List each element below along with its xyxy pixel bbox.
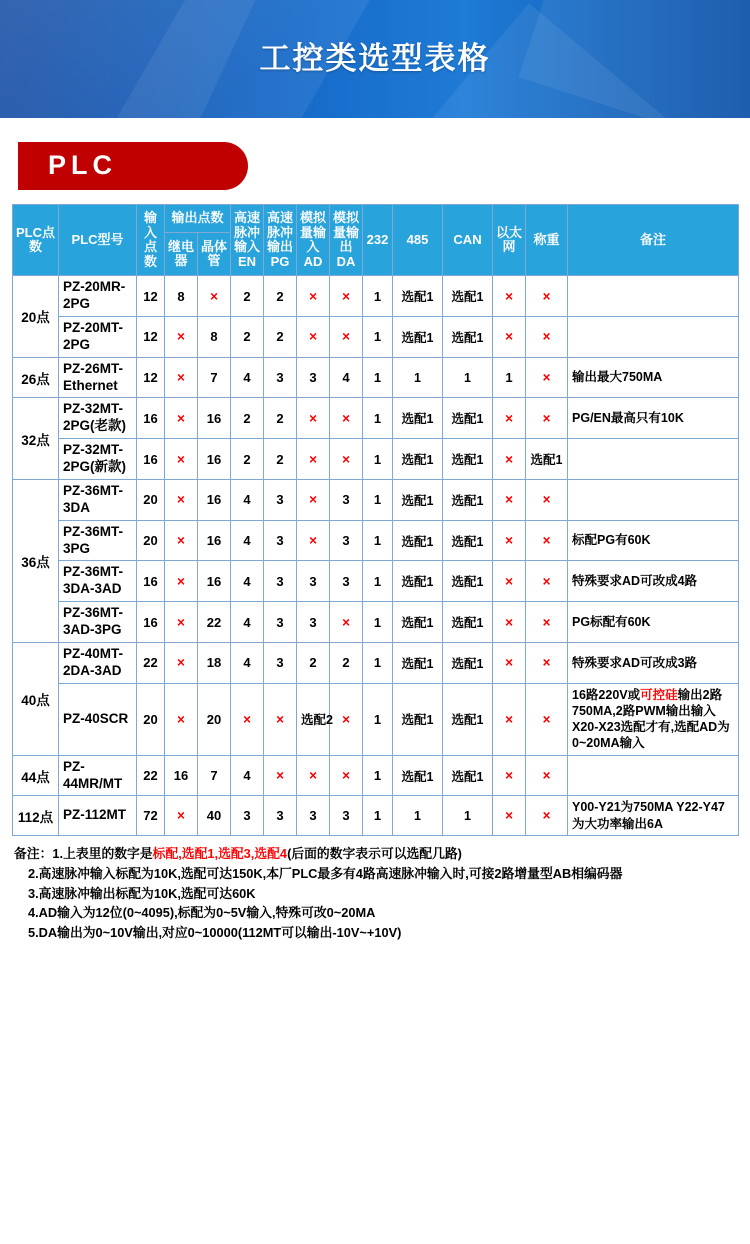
cell-ethernet: 1 [493, 357, 526, 398]
cell-rs232: 1 [363, 642, 393, 683]
th-232: 232 [363, 205, 393, 276]
cell-transistor: × [198, 276, 231, 317]
cell-analog-in: 选配2 [297, 683, 330, 755]
cell-rs232: 1 [363, 276, 393, 317]
cell-rs485: 选配1 [393, 479, 443, 520]
cell-analog-in: 3 [297, 357, 330, 398]
cell-hs-pulse-in: × [231, 683, 264, 755]
cell-input-points: 20 [137, 683, 165, 755]
cell-input-points: 20 [137, 479, 165, 520]
section-tag-plc: PLC [18, 142, 248, 190]
section-header [0, 118, 750, 204]
footnote-line-3: 3.高速脉冲输出标配为10K,选配可达60K [28, 885, 256, 901]
cell-input-points: 16 [137, 398, 165, 439]
cell-remark [568, 276, 739, 317]
cell-transistor: 16 [198, 439, 231, 480]
cell-hs-pulse-in: 4 [231, 520, 264, 561]
cell-weight: 选配1 [526, 439, 568, 480]
table-container [0, 204, 750, 836]
cell-model: PZ-44MR/MT [59, 755, 137, 796]
cell-hs-pulse-out: 2 [264, 439, 297, 480]
cell-relay: × [165, 561, 198, 602]
cell-rs232: 1 [363, 561, 393, 602]
cell-model: PZ-40MT-2DA-3AD [59, 642, 137, 683]
table-row [13, 316, 739, 357]
cell-analog-in: 3 [297, 602, 330, 643]
cell-model: PZ-20MT-2PG [59, 316, 137, 357]
table-row [13, 602, 739, 643]
cell-analog-in: × [297, 479, 330, 520]
th-model: PLC型号 [59, 205, 137, 276]
cell-rs485: 选配1 [393, 683, 443, 755]
th-remark: 备注 [568, 205, 739, 276]
cell-input-points: 12 [137, 357, 165, 398]
row-group-label: 36点 [13, 479, 59, 642]
cell-analog-in: × [297, 755, 330, 796]
page-banner [0, 0, 750, 118]
cell-ethernet: × [493, 561, 526, 602]
cell-can: 选配1 [443, 479, 493, 520]
cell-analog-out: 2 [330, 642, 363, 683]
cell-weight: × [526, 602, 568, 643]
cell-rs232: 1 [363, 357, 393, 398]
cell-analog-in: 2 [297, 642, 330, 683]
table-row [13, 398, 739, 439]
cell-model: PZ-36MT-3PG [59, 520, 137, 561]
th-transistor: 晶体管 [198, 233, 231, 276]
cell-remark: PG/EN最高只有10K [568, 398, 739, 439]
th-485: 485 [393, 205, 443, 276]
table-row [13, 683, 739, 755]
cell-remark [568, 439, 739, 480]
cell-remark [568, 479, 739, 520]
cell-analog-in: × [297, 439, 330, 480]
plc-selection-table [12, 204, 739, 836]
cell-transistor: 20 [198, 683, 231, 755]
cell-rs232: 1 [363, 602, 393, 643]
cell-rs485: 1 [393, 357, 443, 398]
cell-hs-pulse-out: 3 [264, 520, 297, 561]
cell-analog-out: × [330, 276, 363, 317]
cell-rs232: 1 [363, 398, 393, 439]
cell-ethernet: × [493, 439, 526, 480]
cell-analog-in: × [297, 398, 330, 439]
footnotes [0, 836, 750, 959]
cell-rs485: 选配1 [393, 642, 443, 683]
cell-can: 选配1 [443, 276, 493, 317]
cell-ethernet: × [493, 755, 526, 796]
cell-can: 选配1 [443, 642, 493, 683]
cell-hs-pulse-out: 2 [264, 398, 297, 439]
cell-rs232: 1 [363, 479, 393, 520]
th-output-points: 输出点数 [165, 205, 231, 233]
cell-model: PZ-26MT-Ethernet [59, 357, 137, 398]
cell-rs485: 选配1 [393, 755, 443, 796]
table-header-row [13, 205, 739, 233]
footnote-1-highlight: 标配,选配1,选配3,选配4 [152, 845, 288, 861]
th-relay: 继电器 [165, 233, 198, 276]
th-hs-pulse-in: 高速脉冲输入EN [231, 205, 264, 276]
cell-transistor: 7 [198, 755, 231, 796]
cell-relay: 8 [165, 276, 198, 317]
table-row [13, 520, 739, 561]
cell-can: 选配1 [443, 755, 493, 796]
cell-ethernet: × [493, 316, 526, 357]
cell-model: PZ-36MT-3DA-3AD [59, 561, 137, 602]
cell-rs232: 1 [363, 796, 393, 836]
cell-hs-pulse-out: 2 [264, 316, 297, 357]
cell-hs-pulse-out: 3 [264, 642, 297, 683]
cell-model: PZ-32MT-2PG(新款) [59, 439, 137, 480]
cell-rs485: 选配1 [393, 276, 443, 317]
cell-relay: × [165, 796, 198, 836]
cell-analog-out: 3 [330, 796, 363, 836]
row-group-label: 40点 [13, 642, 59, 755]
cell-rs485: 1 [393, 796, 443, 836]
cell-input-points: 12 [137, 276, 165, 317]
cell-analog-in: 3 [297, 796, 330, 836]
cell-input-points: 16 [137, 602, 165, 643]
cell-hs-pulse-out: 3 [264, 796, 297, 836]
cell-weight: × [526, 561, 568, 602]
cell-weight: × [526, 357, 568, 398]
cell-hs-pulse-in: 2 [231, 276, 264, 317]
cell-relay: × [165, 479, 198, 520]
cell-relay: × [165, 683, 198, 755]
cell-model: PZ-112MT [59, 796, 137, 836]
cell-rs485: 选配1 [393, 602, 443, 643]
cell-hs-pulse-in: 4 [231, 642, 264, 683]
cell-rs232: 1 [363, 683, 393, 755]
cell-hs-pulse-in: 2 [231, 439, 264, 480]
cell-analog-out: × [330, 398, 363, 439]
cell-remark: PG标配有60K [568, 602, 739, 643]
cell-input-points: 22 [137, 642, 165, 683]
cell-model: PZ-20MR-2PG [59, 276, 137, 317]
cell-analog-out: × [330, 316, 363, 357]
cell-hs-pulse-out: 3 [264, 479, 297, 520]
cell-input-points: 22 [137, 755, 165, 796]
cell-model: PZ-32MT-2PG(老款) [59, 398, 137, 439]
cell-ethernet: × [493, 520, 526, 561]
cell-hs-pulse-in: 2 [231, 398, 264, 439]
row-group-label: 32点 [13, 398, 59, 480]
cell-can: 选配1 [443, 683, 493, 755]
cell-rs232: 1 [363, 520, 393, 561]
cell-weight: × [526, 642, 568, 683]
cell-can: 选配1 [443, 439, 493, 480]
table-body [13, 276, 739, 836]
cell-relay: × [165, 642, 198, 683]
cell-transistor: 7 [198, 357, 231, 398]
cell-hs-pulse-out: × [264, 755, 297, 796]
footnote-line-5: 5.DA输出为0~10V输出,对应0~10000(112MT可以输出-10V~+10V) [28, 925, 402, 941]
cell-hs-pulse-in: 4 [231, 357, 264, 398]
cell-remark [568, 755, 739, 796]
cell-model: PZ-40SCR [59, 683, 137, 755]
cell-rs485: 选配1 [393, 316, 443, 357]
cell-transistor: 8 [198, 316, 231, 357]
cell-rs232: 1 [363, 316, 393, 357]
cell-ethernet: × [493, 642, 526, 683]
cell-transistor: 18 [198, 642, 231, 683]
cell-hs-pulse-out: × [264, 683, 297, 755]
cell-hs-pulse-in: 3 [231, 796, 264, 836]
cell-relay: × [165, 398, 198, 439]
th-weight: 称重 [526, 205, 568, 276]
cell-can: 1 [443, 796, 493, 836]
cell-weight: × [526, 796, 568, 836]
table-row [13, 276, 739, 317]
table-head [13, 205, 739, 276]
cell-model: PZ-36MT-3DA [59, 479, 137, 520]
th-analog-out: 模拟量输出DA [330, 205, 363, 276]
cell-can: 选配1 [443, 602, 493, 643]
cell-analog-out: × [330, 683, 363, 755]
table-row [13, 439, 739, 480]
cell-ethernet: × [493, 683, 526, 755]
cell-ethernet: × [493, 602, 526, 643]
cell-relay: × [165, 602, 198, 643]
cell-hs-pulse-in: 4 [231, 755, 264, 796]
cell-weight: × [526, 479, 568, 520]
table-row [13, 561, 739, 602]
th-group: PLC点数 [13, 205, 59, 276]
cell-relay: × [165, 439, 198, 480]
cell-input-points: 16 [137, 561, 165, 602]
cell-model: PZ-36MT-3AD-3PG [59, 602, 137, 643]
cell-rs232: 1 [363, 439, 393, 480]
cell-analog-in: × [297, 276, 330, 317]
cell-remark [568, 316, 739, 357]
th-ethernet: 以太网 [493, 205, 526, 276]
cell-hs-pulse-out: 3 [264, 561, 297, 602]
footnote-line-4: 4.AD输入为12位(0~4095),标配为0~5V输入,特殊可改0~20MA [28, 905, 376, 921]
table-row [13, 796, 739, 836]
cell-can: 选配1 [443, 561, 493, 602]
cell-transistor: 16 [198, 479, 231, 520]
cell-rs485: 选配1 [393, 561, 443, 602]
footnote-line-2: 2.高速脉冲输入标配为10K,选配可达150K,本厂PLC最多有4路高速脉冲输入时,可接2路增量型AB相编码器 [28, 865, 623, 881]
footnote-line-1 [14, 844, 736, 864]
cell-transistor: 16 [198, 398, 231, 439]
cell-ethernet: × [493, 479, 526, 520]
cell-hs-pulse-out: 2 [264, 276, 297, 317]
cell-rs485: 选配1 [393, 398, 443, 439]
cell-analog-out: 3 [330, 520, 363, 561]
row-group-label: 112点 [13, 796, 59, 836]
table-row [13, 642, 739, 683]
cell-ethernet: × [493, 796, 526, 836]
cell-can: 选配1 [443, 316, 493, 357]
cell-ethernet: × [493, 276, 526, 317]
cell-relay: 16 [165, 755, 198, 796]
cell-hs-pulse-in: 4 [231, 561, 264, 602]
cell-input-points: 72 [137, 796, 165, 836]
cell-remark: 标配PG有60K [568, 520, 739, 561]
page-title: 工控类选型表格 [259, 41, 491, 76]
cell-can: 选配1 [443, 398, 493, 439]
cell-hs-pulse-out: 3 [264, 357, 297, 398]
cell-transistor: 40 [198, 796, 231, 836]
cell-analog-out: × [330, 439, 363, 480]
table-row [13, 357, 739, 398]
cell-hs-pulse-in: 4 [231, 602, 264, 643]
cell-remark: 16路220V或可控硅输出2路750MA,2路PWM输出输入X20-X23选配才有,选配AD为0~20MA输入 [568, 683, 739, 755]
cell-hs-pulse-in: 4 [231, 479, 264, 520]
cell-analog-in: × [297, 316, 330, 357]
table-row [13, 755, 739, 796]
cell-relay: × [165, 316, 198, 357]
cell-weight: × [526, 398, 568, 439]
cell-remark: 特殊要求AD可改成3路 [568, 642, 739, 683]
row-group-label: 44点 [13, 755, 59, 796]
cell-remark: 特殊要求AD可改成4路 [568, 561, 739, 602]
table-row [13, 479, 739, 520]
cell-analog-in: × [297, 520, 330, 561]
cell-analog-out: 4 [330, 357, 363, 398]
cell-remark: Y00-Y21为750MA Y22-Y47为大功率输出6A [568, 796, 739, 836]
cell-weight: × [526, 316, 568, 357]
cell-transistor: 16 [198, 520, 231, 561]
row-group-label: 26点 [13, 357, 59, 398]
remark-highlight: 可控硅 [640, 687, 678, 702]
th-input-points: 输入点数 [137, 205, 165, 276]
cell-transistor: 22 [198, 602, 231, 643]
th-analog-in: 模拟量输入AD [297, 205, 330, 276]
footnote-1-prefix: 备注：1.上表里的数字是 [14, 845, 153, 861]
cell-weight: × [526, 520, 568, 561]
cell-weight: × [526, 755, 568, 796]
cell-analog-out: 3 [330, 561, 363, 602]
cell-ethernet: × [493, 398, 526, 439]
cell-analog-out: × [330, 602, 363, 643]
th-hs-pulse-out: 高速脉冲输出PG [264, 205, 297, 276]
cell-input-points: 20 [137, 520, 165, 561]
cell-can: 1 [443, 357, 493, 398]
cell-transistor: 16 [198, 561, 231, 602]
row-group-label: 20点 [13, 276, 59, 358]
cell-remark: 输出最大750MA [568, 357, 739, 398]
cell-weight: × [526, 683, 568, 755]
cell-analog-in: 3 [297, 561, 330, 602]
cell-weight: × [526, 276, 568, 317]
cell-rs485: 选配1 [393, 520, 443, 561]
footnote-1-suffix: (后面的数字表示可以选配几路) [287, 845, 462, 861]
cell-analog-out: × [330, 755, 363, 796]
cell-input-points: 12 [137, 316, 165, 357]
cell-relay: × [165, 520, 198, 561]
cell-rs232: 1 [363, 755, 393, 796]
cell-hs-pulse-in: 2 [231, 316, 264, 357]
cell-hs-pulse-out: 3 [264, 602, 297, 643]
cell-analog-out: 3 [330, 479, 363, 520]
cell-rs485: 选配1 [393, 439, 443, 480]
cell-relay: × [165, 357, 198, 398]
cell-can: 选配1 [443, 520, 493, 561]
cell-input-points: 16 [137, 439, 165, 480]
th-can: CAN [443, 205, 493, 276]
